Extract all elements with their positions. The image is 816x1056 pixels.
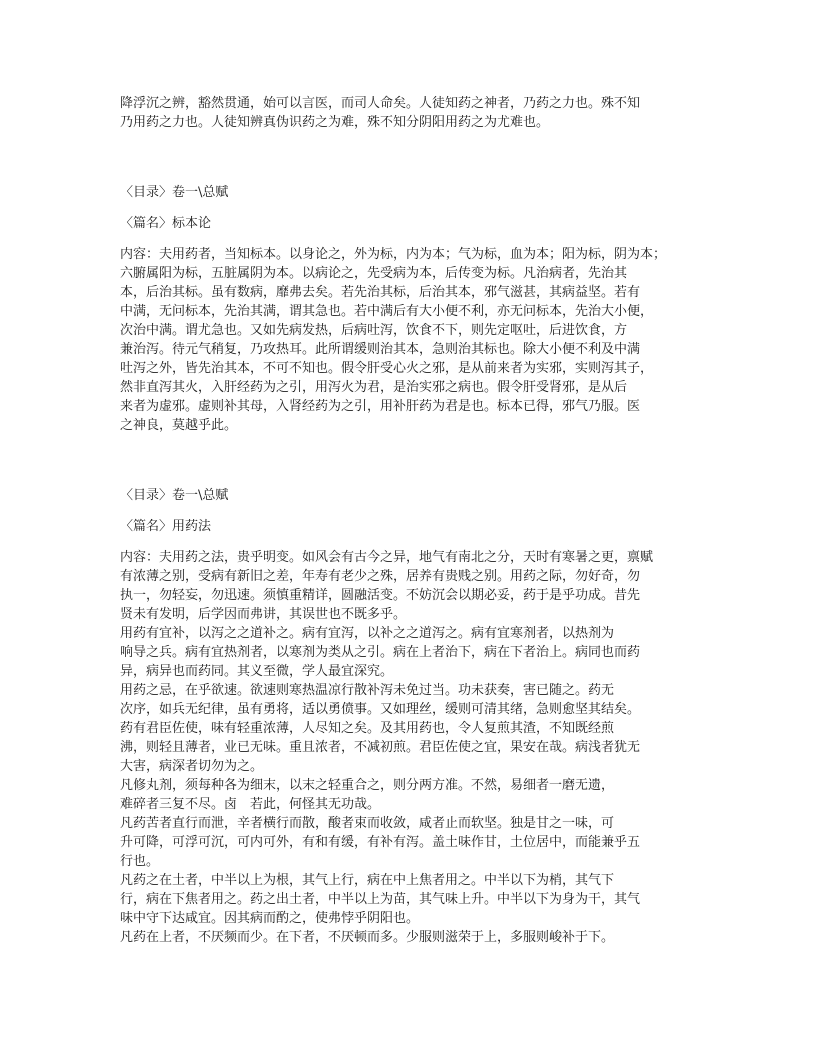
intro-paragraph xyxy=(120,94,696,132)
chapter-heading: 〈篇名〉标本论 xyxy=(120,216,212,231)
text-line: 响导之兵。病有宜热剂者，以寒剂为类从之引。病在上者治下，病在下者治上。病同也而药 xyxy=(120,645,641,660)
text-line: 用药之忌，在乎欲速。欲速则寒热温凉行散补泻未免过当。功未获奏，害已随之。药无 xyxy=(120,683,615,698)
text-line: 贤未有发明，后学因而弗讲，其误世也不既多乎。 xyxy=(120,607,407,622)
text-line: 次治中满。谓尤急也。又如先病发热，后病吐泻，饮食不下，则先定呕吐，后进饮食，方 xyxy=(120,323,628,338)
text-line: 内容：夫用药者，当知标本。以身论之，外为标，内为本；气为标，血为本；阳为标，阴为本； xyxy=(120,247,667,262)
text-line: 兼治泻。待元气稍复，乃攻热耳。此所谓缓则治其本，急则治其标也。除大小便不利及中满 xyxy=(120,342,641,357)
text-line: 药有君臣佐使，味有轻重浓薄，人尽知之矣。及其用药也，令人复煎其渣，不知既经煎 xyxy=(120,721,615,736)
text-line: 行，病在下焦者用之。药之出土者，中半以上为苗，其气味上升。中半以下为身为干，其气 xyxy=(120,892,641,907)
content-paragraph xyxy=(120,245,696,435)
text-line: 用药有宜补，以泻之之道补之。病有宜泻，以补之之道泻之。病有宜寒剂者，以热剂为 xyxy=(120,626,615,641)
text-line: 大害，病深者切勿为之。 xyxy=(120,759,264,774)
text-line: 行也。 xyxy=(120,854,160,869)
text-line: 凡修丸剂，须每种各为细末，以末之轻重合之，则分两方准。不然，易细者一磨无遗， xyxy=(120,778,615,793)
text-line: 六腑属阳为标，五脏属阴为本。以病论之，先受病为本，后传变为标。凡治病者，先治其 xyxy=(120,266,628,281)
text-line: 味中守下达咸宜。因其病而酌之，使弗悖乎阴阳也。 xyxy=(120,911,420,926)
text-line: 升可降，可浮可沉，可内可外，有和有缓，有补有泻。盖土味作甘，土位居中，而能兼乎五 xyxy=(120,835,641,850)
text-line: 凡药苦者直行而泄，辛者横行而散，酸者束而收敛，咸者止而软坚。独是甘之一味，可 xyxy=(120,816,615,831)
text-line: 本，后治其标。虽有数病，靡弗去矣。若先治其标，后治其本，邪气滋甚，其病益坚。若有 xyxy=(120,285,641,300)
section-biaoben xyxy=(120,183,696,435)
catalog-heading: 〈目录〉卷一\总赋 xyxy=(120,185,229,200)
section-yongyaofa xyxy=(120,486,696,947)
text-line: 来者为虚邪。虚则补其母，入肾经药为之引，用补肝药为君是也。标本已得，邪气乃服。医 xyxy=(120,399,641,414)
text-line: 乃用药之力也。人徒知辨真伪识药之为难，殊不知分阴阳用药之为尤难也。 xyxy=(120,115,550,130)
text-line: 内容：夫用药之法，贵乎明变。如风会有古今之异，地气有南北之分，天时有寒暑之更，禀赋 xyxy=(120,550,654,565)
text-line: 次序，如兵无纪律，虽有勇将，适以勇偾事。又如理丝，缓则可清其绪，急则愈坚其结矣。 xyxy=(120,702,641,717)
text-line: 中满，无问标本，先治其满，谓其急也。若中满后有大小便不利，亦无问标本，先治大小便， xyxy=(120,304,654,319)
text-line: 凡药在上者，不厌频而少。在下者，不厌顿而多。少服则滋荣于上，多服则峻补于下。 xyxy=(120,930,615,945)
text-line: 之神良，莫越乎此。 xyxy=(120,418,238,433)
document-page xyxy=(120,94,696,947)
text-line: 有浓薄之别，受病有新旧之差，年寿有老少之殊，居养有贵贱之别。用药之际，勿好奇，勿 xyxy=(120,569,641,584)
catalog-heading: 〈目录〉卷一\总赋 xyxy=(120,488,229,503)
chapter-heading: 〈篇名〉用药法 xyxy=(120,519,212,534)
content-paragraph xyxy=(120,548,696,947)
text-line: 吐泻之外，皆先治其本，不可不知也。假令肝受心火之邪，是从前来者为实邪，实则泻其子， xyxy=(120,361,654,376)
text-line: 异，病异也而药同。其义至微，学人最宜深究。 xyxy=(120,664,394,679)
text-line: 沸，则轻且薄者，业已无味。重且浓者，不减初煎。君臣佐使之宜，果安在哉。病浅者犹无 xyxy=(120,740,641,755)
text-line: 难碎者三复不尽。卤 若此，何怪其无功哉。 xyxy=(120,797,381,812)
text-line: 执一，勿轻妄，勿迅速。须慎重精详，圆融活变。不妨沉会以期必妥，药于是乎功成。昔先 xyxy=(120,588,641,603)
text-line: 降浮沉之辨，豁然贯通，始可以言医，而司人命矣。人徒知药之神者，乃药之力也。殊不知 xyxy=(120,96,641,111)
text-line: 然非直泻其火，入肝经药为之引，用泻火为君，是治实邪之病也。假令肝受肾邪，是从后 xyxy=(120,380,628,395)
text-line: 凡药之在土者，中半以上为根，其气上行，病在中上焦者用之。中半以下为梢，其气下 xyxy=(120,873,615,888)
